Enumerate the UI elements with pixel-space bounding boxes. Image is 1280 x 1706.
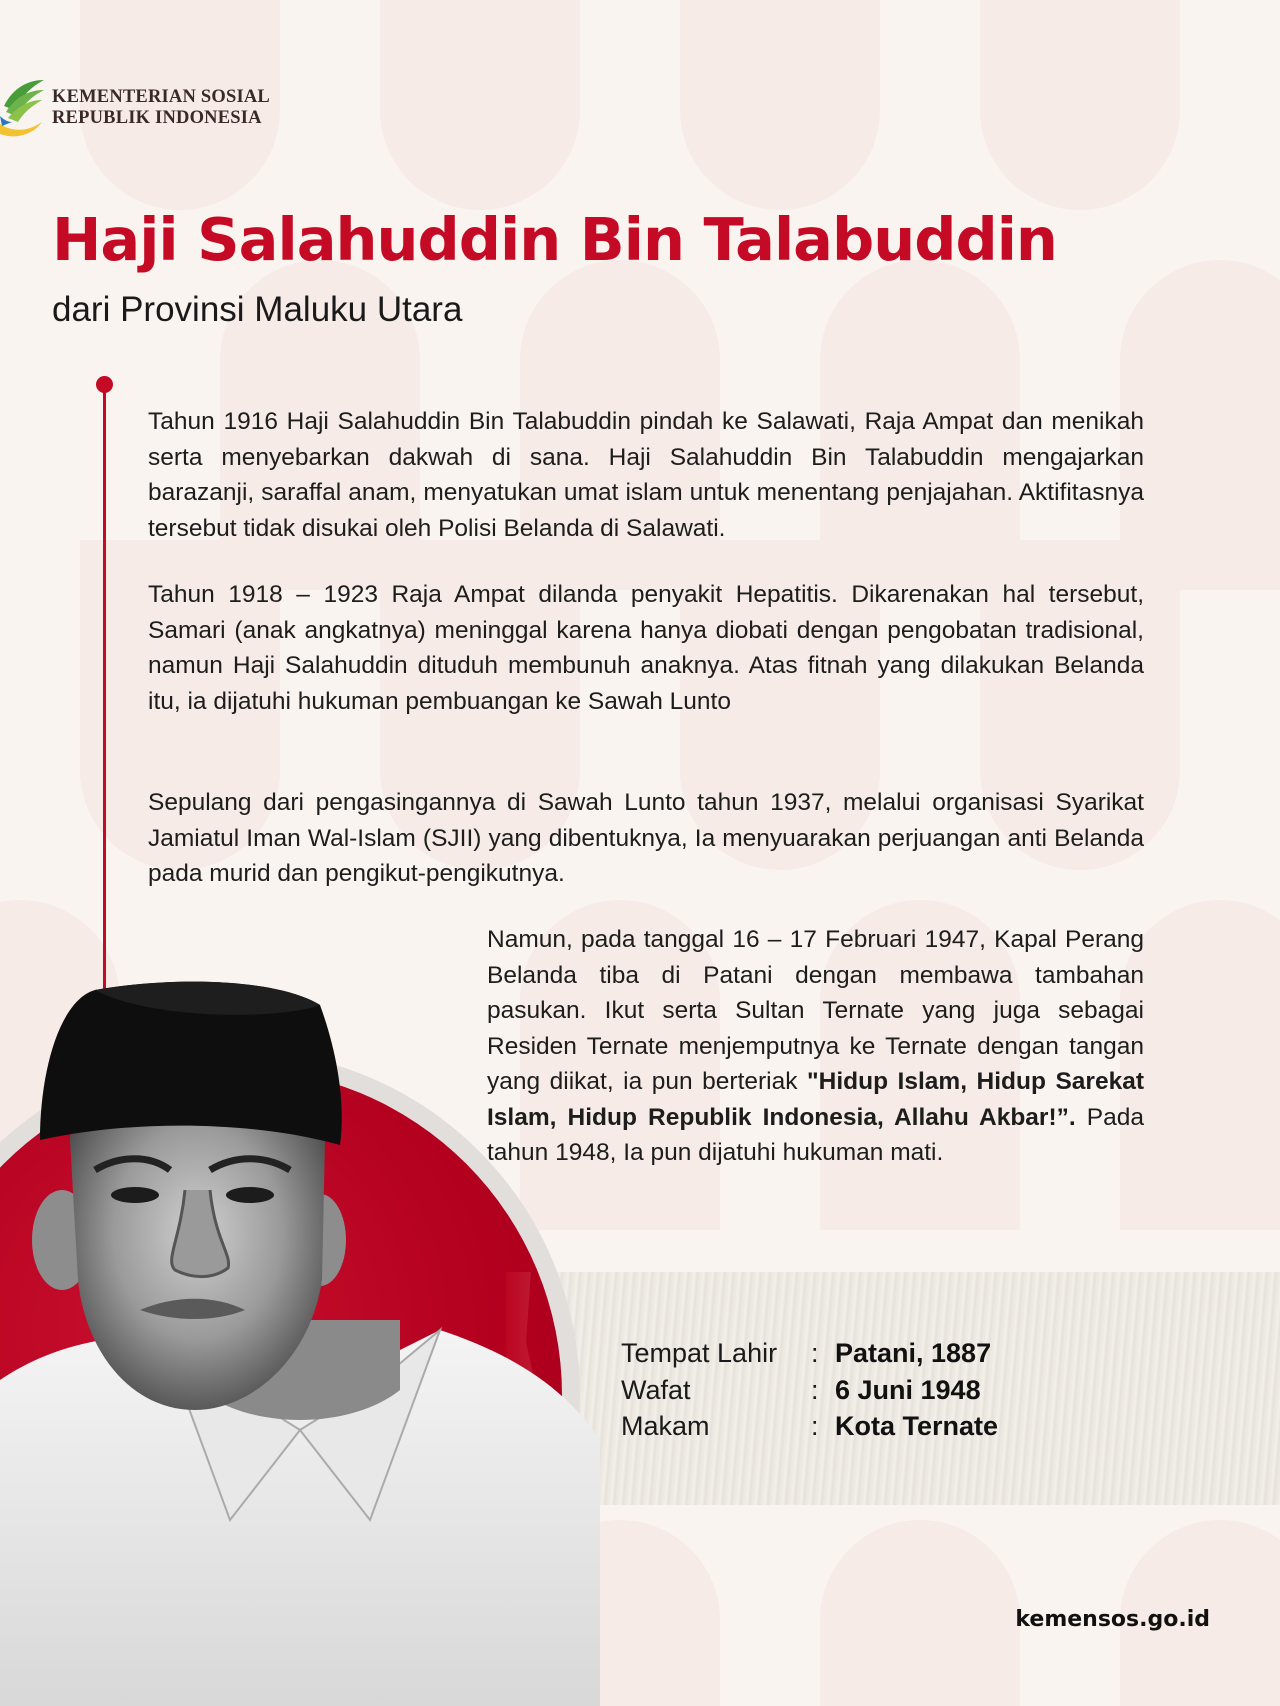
info-separator: : <box>811 1374 819 1405</box>
bg-arch <box>980 0 1180 210</box>
info-row-birth <box>621 1335 998 1372</box>
info-separator: : <box>811 1338 819 1368</box>
info-row-death <box>621 1372 998 1409</box>
bio-paragraph-2: Tahun 1918 – 1923 Raja Ampat dilanda penyakit Hepatitis. Dikarenakan hal tersebut, Samari (anak angkatnya) meninggal karena hanya diobati dengan pengobatan tradisional, namun Haji Salahuddin dituduh membunuh anaknya. Atas fitnah yang dilakukan Belanda itu, ia dijatuhi hukuman pembuangan ke Sawah Lunto <box>148 581 1144 715</box>
org-name-line2: REPUBLIK INDONESIA <box>52 108 262 128</box>
bio-paragraph-3: Sepulang dari pengasingannya di Sawah Lunto tahun 1937, melalui organisasi Syarikat Jamiatul Iman Wal-Islam (SJII) yang dibentuknya, Ia menyuarakan perjuangan anti Belanda pada murid dan pengikut-pengikutnya. <box>148 789 1144 887</box>
org-name-line1: KEMENTERIAN SOSIAL <box>52 87 270 107</box>
kemensos-logo <box>0 76 270 140</box>
info-value: Patani, 1887 <box>835 1338 992 1368</box>
info-value: Kota Ternate <box>835 1411 999 1441</box>
bg-arch <box>680 0 880 210</box>
bg-arch <box>820 1520 1020 1706</box>
portrait-image <box>0 960 600 1706</box>
info-label: Makam <box>621 1411 710 1441</box>
info-separator: : <box>811 1411 819 1441</box>
info-table <box>621 1335 998 1445</box>
hero-name: Haji Salahuddin Bin Talabuddin <box>52 205 1057 274</box>
org-name <box>52 87 270 129</box>
info-value: 6 Juni 1948 <box>835 1374 981 1405</box>
info-label: Tempat Lahir <box>621 1338 778 1368</box>
bio-p4-quote: "Hidup Islam, Hidup Sarekat Islam, Hidup Republik Indonesia, Allahu Akbar!”. <box>487 1068 1144 1131</box>
bg-arch <box>1120 900 1280 1230</box>
bio-paragraph-1: Tahun 1916 Haji Salahuddin Bin Talabuddin pindah ke Salawati, Raja Ampat dan menikah serta menyebarkan dakwah di sana. Haji Salahuddin Bin Talabuddin mengajarkan barazanji, saraffal anam, menyatukan umat islam untuk menentang penjajahan. Aktifitasnya tersebut tidak disukai oleh Polisi Belanda di Salawati. <box>148 408 1144 542</box>
bio-p4-text: Namun, pada tanggal 16 – 17 Februari 1947, Kapal Perang Belanda tiba di Patani dengan membawa tambahan pasukan. Ikut serta Sultan Ternate yang juga sebagai Residen Ternate menjemputnya ke Ternate dengan tangan yang diikat, ia pun berteriak <box>487 926 1144 1095</box>
bg-arch <box>380 0 580 210</box>
info-row-grave <box>621 1408 998 1445</box>
bio-p4-text-end: Pada tahun 1948, Ia pun dijatuhi hukuman mati. <box>487 1103 1144 1166</box>
website-link[interactable]: kemensos.go.id <box>1015 1607 1210 1632</box>
hero-origin: dari Provinsi Maluku Utara <box>52 290 463 329</box>
timeline-line <box>103 390 106 1010</box>
timeline-dot <box>96 376 113 393</box>
kemensos-logo-icon <box>0 76 46 140</box>
info-label: Wafat <box>621 1374 691 1405</box>
